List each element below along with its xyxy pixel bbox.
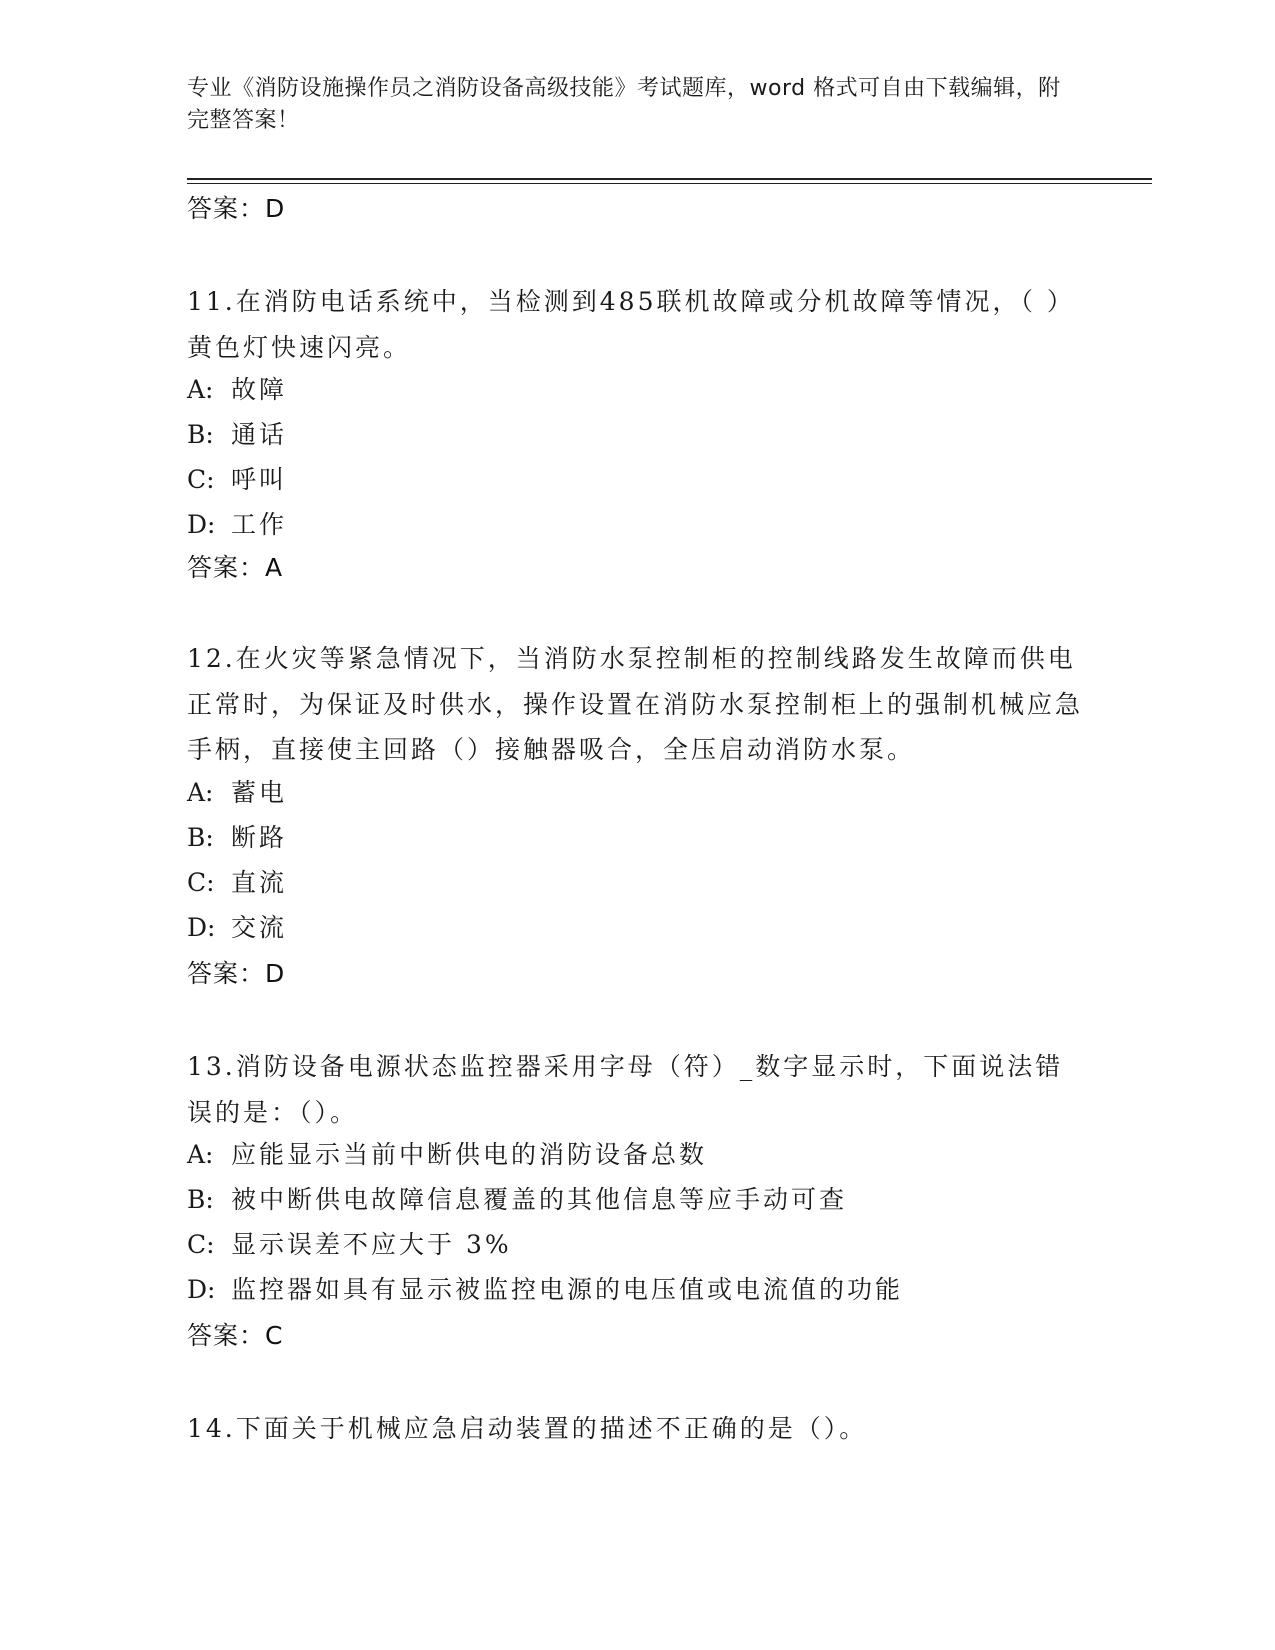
option-text: 通话	[231, 420, 288, 449]
question-13-option-a	[187, 1139, 707, 1171]
option-letter: A:	[187, 1140, 214, 1169]
question-11-option-c	[187, 464, 287, 496]
question-13-option-b	[187, 1184, 847, 1216]
option-text: 故障	[231, 375, 288, 404]
question-12-option-d	[187, 912, 287, 944]
option-letter: D:	[187, 1275, 216, 1304]
option-letter: A:	[187, 778, 214, 807]
option-text: 蓄电	[231, 778, 288, 807]
option-letter: A:	[187, 375, 214, 404]
question-13-text: 13.消防设备电源状态监控器采用字母（符）_数字显示时，下面说法错误的是：（）。	[187, 1052, 1064, 1127]
question-11-option-a	[187, 374, 287, 406]
option-letter: C:	[187, 1230, 215, 1259]
option-letter: B:	[187, 420, 214, 449]
option-text: 交流	[231, 913, 288, 942]
option-text: 显示误差不应大于 3%	[231, 1230, 512, 1259]
question-12-text: 12.在火灾等紧急情况下，当消防水泵控制柜的控制线路发生故障而供电正常时，为保证及时供水，操作设置在消防水泵控制柜上的强制机械应急手柄，直接使主回路（）接触器吸合，全压启动消防水泵。	[187, 644, 1084, 764]
header-divider-thin	[187, 183, 1152, 184]
option-letter: D:	[187, 913, 216, 942]
previous-question-answer: 答案：D	[187, 194, 286, 223]
option-text: 应能显示当前中断供电的消防设备总数	[231, 1140, 708, 1169]
question-11-answer: 答案：A	[187, 553, 284, 582]
option-text: 呼叫	[231, 465, 288, 494]
question-13-option-d	[187, 1274, 903, 1306]
option-text: 监控器如具有显示被监控电源的电压值或电流值的功能	[231, 1275, 904, 1304]
question-11-text: 11.在消防电话系统中，当检测到485联机故障或分机故障等情况，（ ）黄色灯快速闪亮。	[187, 287, 1075, 362]
option-text: 被中断供电故障信息覆盖的其他信息等应手动可查	[231, 1185, 848, 1214]
option-letter: B:	[187, 823, 214, 852]
question-11-option-d	[187, 509, 287, 541]
option-letter: D:	[187, 510, 216, 539]
question-12-option-b	[187, 822, 287, 854]
document-header: 专业《消防设施操作员之消防设备高级技能》考试题库，word 格式可自由下载编辑，附完整答案！	[187, 76, 1061, 133]
option-letter: C:	[187, 465, 215, 494]
question-13-option-c	[187, 1229, 512, 1261]
question-12-option-c	[187, 867, 287, 899]
option-text: 直流	[231, 868, 288, 897]
option-letter: B:	[187, 1185, 214, 1214]
question-14-text: 14.下面关于机械应急启动装置的描述不正确的是（）。	[187, 1414, 868, 1443]
question-12-answer: 答案：D	[187, 959, 286, 988]
option-text: 断路	[231, 823, 288, 852]
question-12-option-a	[187, 777, 287, 809]
header-divider-thick	[187, 178, 1152, 180]
option-letter: C:	[187, 868, 215, 897]
option-text: 工作	[231, 510, 288, 539]
question-11-option-b	[187, 419, 287, 451]
question-13-answer: 答案：C	[187, 1321, 284, 1350]
